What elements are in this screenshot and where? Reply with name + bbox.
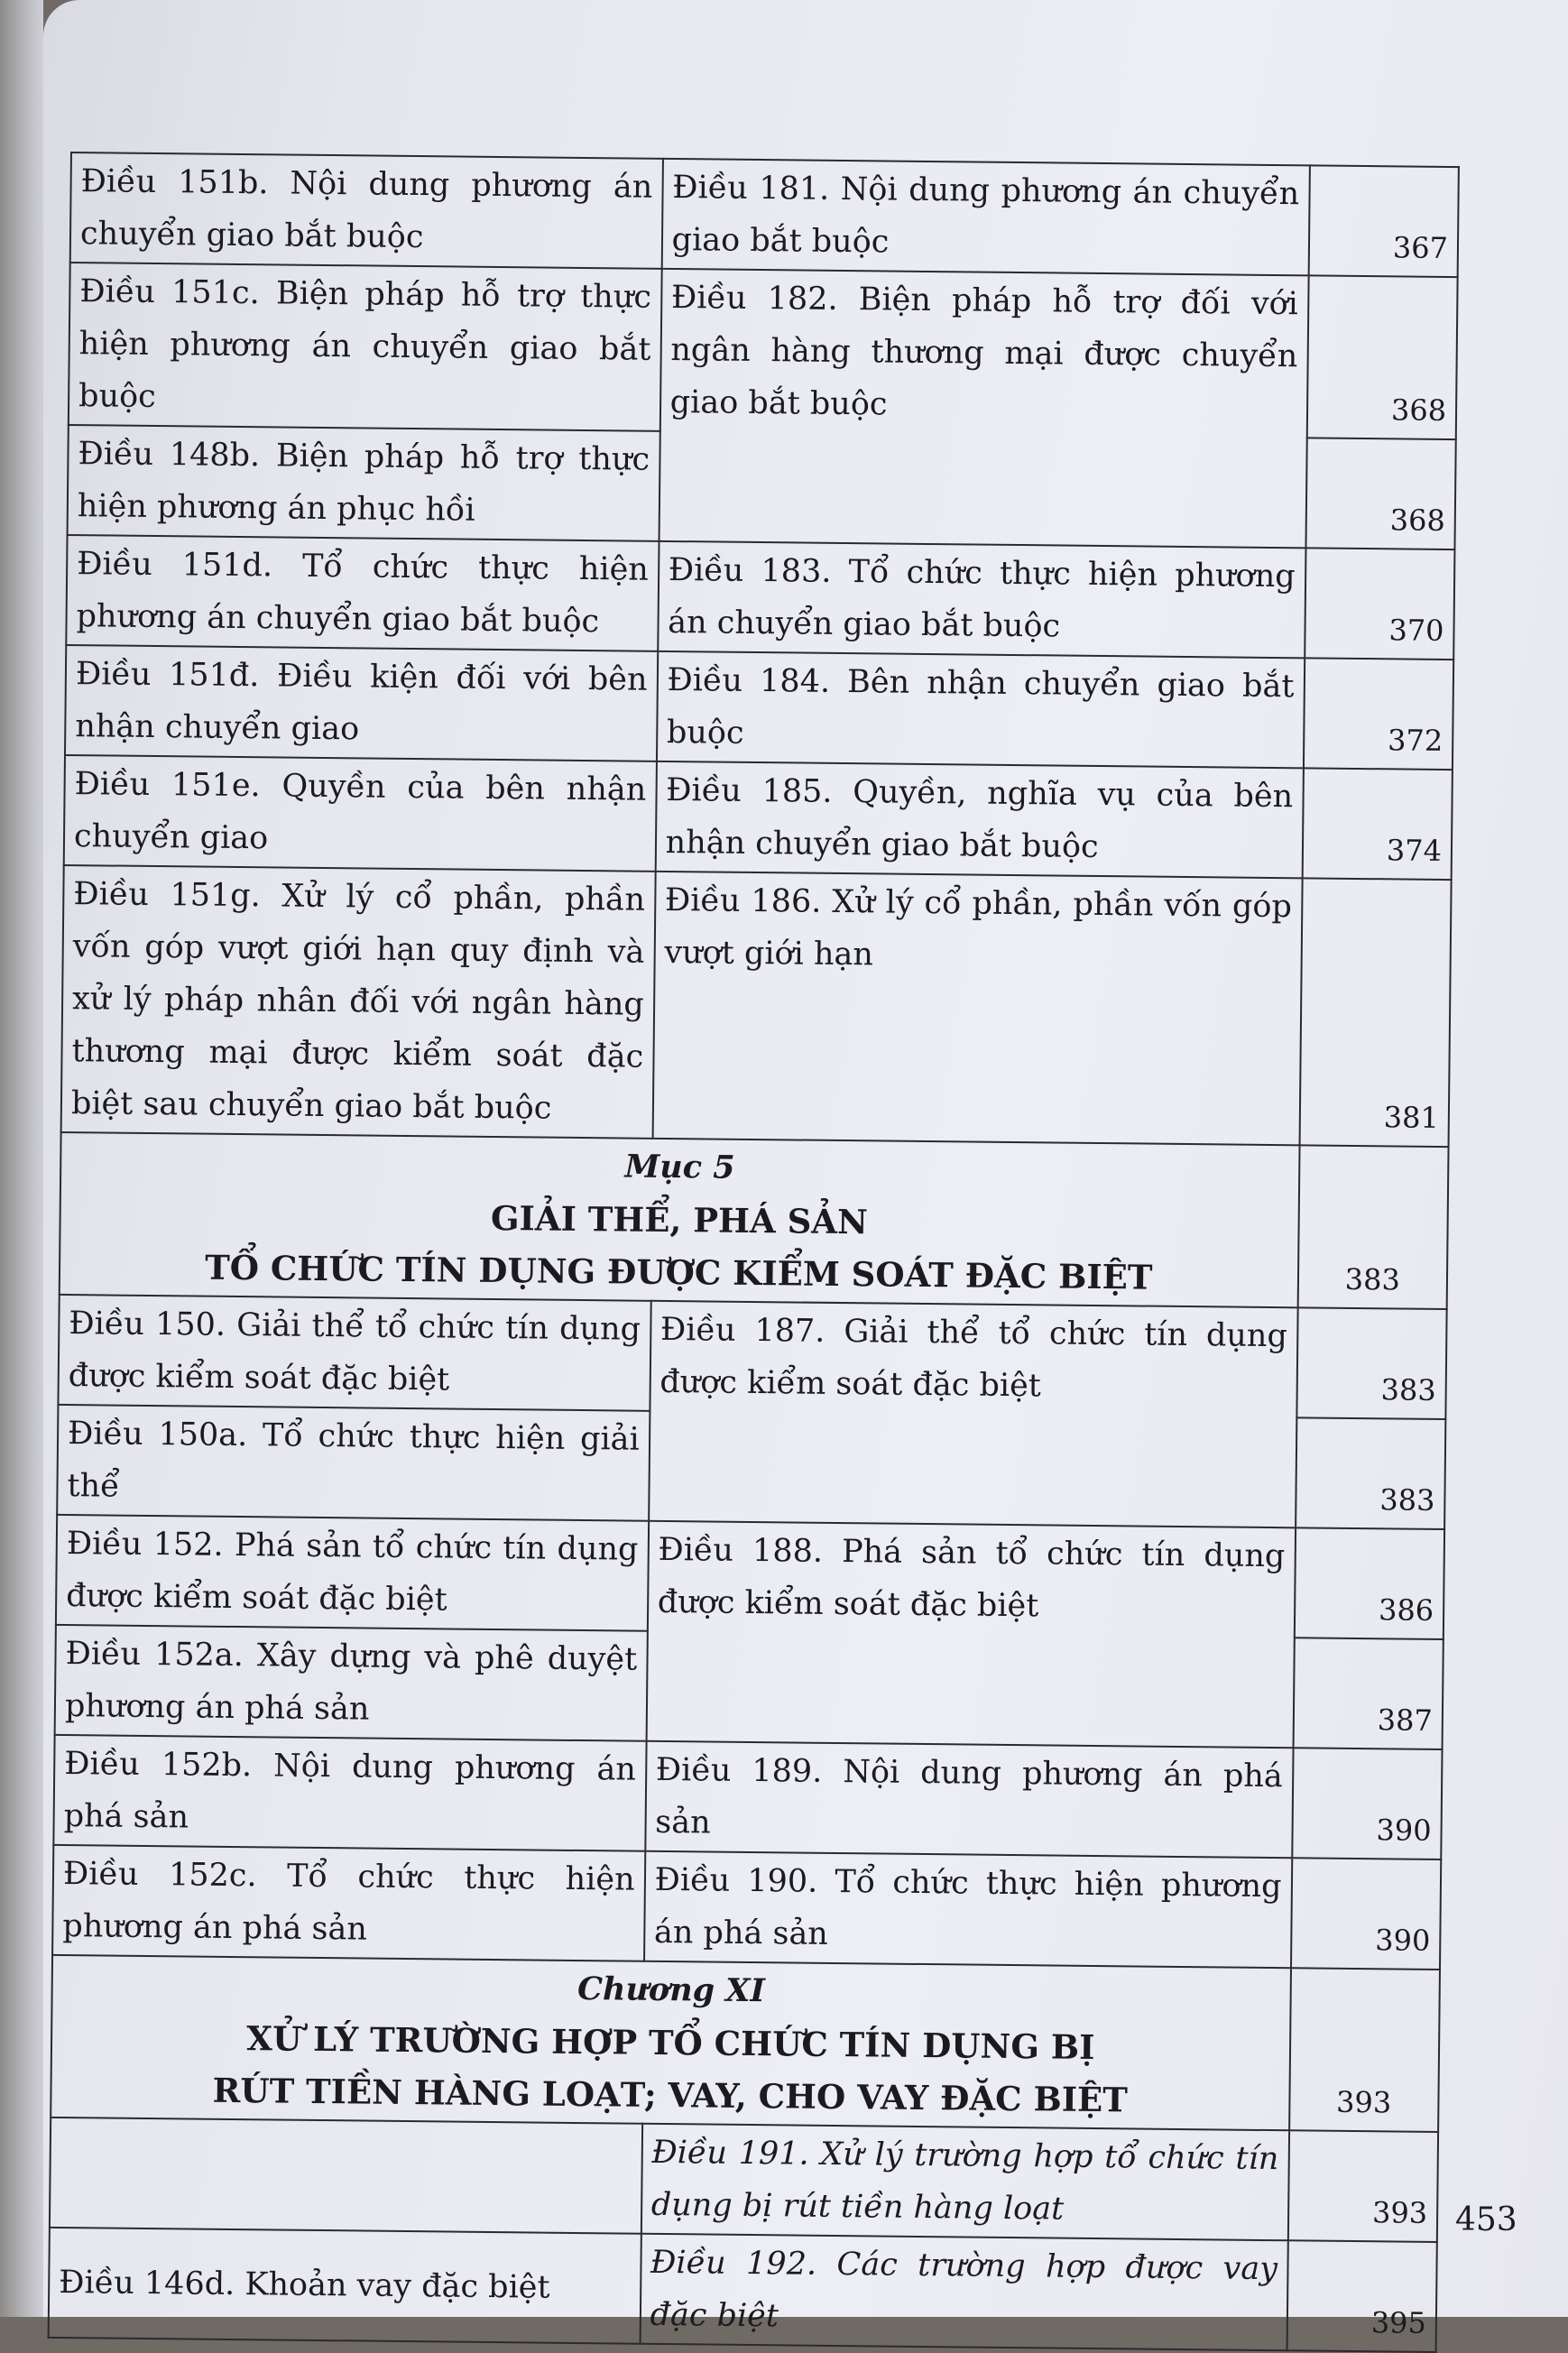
page-ref: 393 <box>1289 1968 1440 2132</box>
chapter-heading <box>51 1955 1290 2130</box>
new-article: Điều 183. Tổ chức thực hiện phương án chuyển giao bắt buộc <box>658 541 1305 659</box>
new-article: Điều 186. Xử lý cổ phần, phần vốn góp vượt giới hạn <box>652 872 1302 1145</box>
new-article: Điều 190. Tổ chức thực hiện phương án phá sản <box>644 1851 1292 1969</box>
old-article: Điều 151g. Xử lý cổ phần, phần vốn góp vượt giới hạn quy định và xử lý pháp nhân đối với ngân hàng thương mại được kiểm soát đặc biệt sau chuyển giao bắt buộc <box>61 865 656 1139</box>
chapter-title: Chương XI <box>576 1970 766 2010</box>
page-ref: 393 <box>1287 2130 1438 2242</box>
old-article: Điều 148b. Biện pháp hỗ trợ thực hiện phương án phục hồi <box>68 425 660 541</box>
table-row <box>64 755 1453 880</box>
chapter-name-line1: XỬ LÝ TRƯỜNG HỢP TỔ CHỨC TÍN DỤNG BỊ <box>246 2018 1095 2068</box>
page-ref: 368 <box>1305 438 1456 549</box>
book-page <box>43 0 1568 2340</box>
page-ref: 386 <box>1294 1527 1444 1639</box>
table-row <box>56 1515 1444 1639</box>
table-row <box>52 1845 1441 1970</box>
chapter-heading-row <box>51 1955 1440 2132</box>
page-ref: 374 <box>1302 768 1453 880</box>
page-ref: 372 <box>1303 658 1453 770</box>
old-article: Điều 152b. Nội dung phương án phá sản <box>53 1735 646 1851</box>
table-row <box>66 535 1454 660</box>
table-row <box>65 645 1453 770</box>
page-ref: 387 <box>1293 1638 1443 1749</box>
page-ref: 381 <box>1299 878 1452 1147</box>
new-article: Điều 188. Phá sản tổ chức tín dụng được kiểm soát đặc biệt <box>646 1521 1295 1748</box>
table-row <box>70 152 1459 277</box>
page-ref: 390 <box>1292 1748 1443 1859</box>
section-heading <box>60 1132 1299 1307</box>
page-number: 453 <box>1455 2201 1517 2238</box>
table-row <box>50 2118 1438 2242</box>
table-row <box>69 263 1458 439</box>
section-heading-row <box>60 1132 1449 1309</box>
old-article: Điều 152. Phá sản tổ chức tín dụng được kiểm soát đặc biệt <box>56 1515 649 1631</box>
book-spine-edge <box>0 0 43 2317</box>
old-article: Điều 151b. Nội dung phương án chuyển giao bắt buộc <box>70 152 663 269</box>
old-article: Điều 146d. Khoản vay đặc biệt <box>49 2228 641 2344</box>
table-row <box>53 1735 1442 1859</box>
section-name-line2: TỔ CHỨC TÍN DỤNG ĐƯỢC KIỂM SOÁT ĐẶC BIỆT <box>204 1247 1153 1297</box>
old-article: Điều 150. Giải thể tổ chức tín dụng được kiểm soát đặc biệt <box>58 1295 650 1411</box>
new-article: Điều 191. Xử lý trường hợp tổ chức tín dụng bị rút tiền hàng loạt <box>641 2124 1289 2241</box>
table-row <box>58 1295 1446 1419</box>
comparison-table <box>48 152 1460 2353</box>
old-article: Điều 150a. Tổ chức thực hiện giải thể <box>57 1405 650 1521</box>
old-article: Điều 151e. Quyền của bên nhận chuyển giao <box>64 755 657 872</box>
new-article: Điều 184. Bên nhận chuyển giao bắt buộc <box>657 651 1305 769</box>
old-article: Điều 151c. Biện pháp hỗ trợ thực hiện phương án chuyển giao bắt buộc <box>69 263 661 431</box>
old-article: Điều 152c. Tổ chức thực hiện phương án phá sản <box>52 1845 645 1961</box>
new-article: Điều 192. Các trường hợp được vay đặc biệt <box>640 2234 1287 2351</box>
old-article: Điều 151d. Tổ chức thực hiện phương án chuyển giao bắt buộc <box>66 535 659 651</box>
page-ref: 383 <box>1297 1145 1448 1309</box>
table-row <box>49 2228 1437 2352</box>
chapter-name-line2: RÚT TIỀN HÀNG LOẠT; VAY, CHO VAY ĐẶC BIỆT <box>212 2070 1129 2120</box>
new-article: Điều 181. Nội dung phương án chuyển giao bắt buộc <box>661 159 1309 276</box>
page-ref: 367 <box>1308 165 1459 277</box>
section-title: Mục 5 <box>624 1148 735 1186</box>
page-ref: 390 <box>1291 1858 1442 1970</box>
old-article <box>50 2118 642 2234</box>
new-article: Điều 187. Giải thể tổ chức tín dụng được kiểm soát đặc biệt <box>649 1301 1297 1527</box>
new-article: Điều 189. Nội dung phương án phá sản <box>645 1741 1293 1859</box>
table-row <box>61 865 1452 1147</box>
section-name-line1: GIẢI THỂ, PHÁ SẢN <box>490 1197 869 1242</box>
page-ref: 383 <box>1296 1307 1447 1419</box>
page-ref: 383 <box>1296 1417 1446 1529</box>
page-ref: 370 <box>1305 548 1455 660</box>
page-ref: 395 <box>1287 2240 1437 2352</box>
page-ref: 368 <box>1306 275 1457 439</box>
new-article: Điều 185. Quyền, nghĩa vụ của bên nhận chuyển giao bắt buộc <box>655 761 1303 879</box>
old-article: Điều 151đ. Điều kiện đối với bên nhận chuyển giao <box>65 645 658 761</box>
old-article: Điều 152a. Xây dựng và phê duyệt phương án phá sản <box>55 1625 648 1741</box>
new-article: Điều 182. Biện pháp hỗ trợ đối với ngân hàng thương mại được chuyển giao bắt buộc <box>659 269 1308 548</box>
